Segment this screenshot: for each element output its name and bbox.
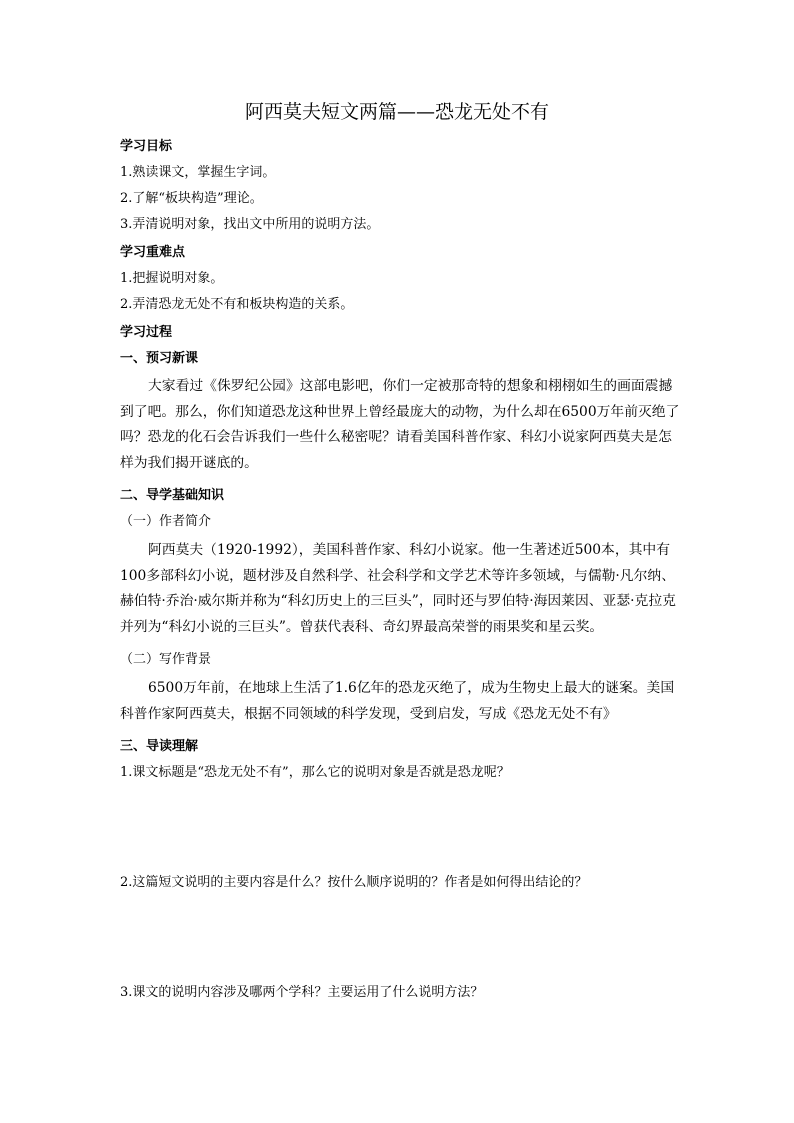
author-paragraph: 阿西莫夫（1920-1992），美国科普作家、科幻小说家。他一生著述近500本，其中有100多部科幻小说，题材涉及自然科学、社会科学和文学艺术等许多领域，与儒勒·凡尔纳、赫伯特·乔治·威尔斯并称为“科幻历史上的三巨头”，同时还与罗伯特·海因莱因、亚瑟·克拉克并列为“科幻小说的三巨头”。曾获代表科、奇幻界最高荣誉的雨果奖和星云奖。 [120,542,676,635]
background-paragraph: 6500万年前，在地球上生活了1.6亿年的恐龙灭绝了，成为生物史上最大的谜案。美国科普作家阿西莫夫，根据不同领域的科学发现，受到启发，写成《恐龙无处不有》 [120,680,675,722]
question-item: 1.课文标题是“恐龙无处不有”，那么它的说明对象是否就是恐龙呢？ [120,765,510,780]
question-item: 3.课文的说明内容涉及哪两个学科？主要运用了什么说明方法？ [120,985,484,1000]
key-points-heading: 学习重难点 [120,245,186,260]
key-point-item: 2.弄清恐龙无处不有和板块构造的关系。 [120,297,354,312]
key-point-item: 1.把握说明对象。 [120,271,224,286]
preview-heading: 一、预习新课 [120,351,199,366]
page-title: 阿西莫夫短文两篇——恐龙无处不有 [244,101,549,123]
question-item: 2.这篇短文说明的主要内容是什么？按什么顺序说明的？作者是如何得出结论的？ [120,875,588,890]
goal-item: 1.熟读课文，掌握生字词。 [120,165,276,180]
process-heading: 学习过程 [120,325,173,340]
author-heading: （一）作者简介 [120,514,212,529]
goals-heading: 学习目标 [120,139,173,154]
background-heading: （二）写作背景 [120,652,212,667]
preview-paragraph: 大家看过《侏罗纪公园》这部电影吧，你们一定被那奇特的想象和栩栩如生的画面震撼到了吧。那么，你们知道恐龙这种世界上曾经最庞大的动物，为什么却在6500万年前灭绝了吗？恐龙的化石会告诉我们一些什么秘密呢？请看美国科普作家、科幻小说家阿西莫夫是怎样为我们揭开谜底的。 [120,378,680,471]
reading-heading: 三、导读理解 [120,739,199,754]
goal-item: 2.了解“板块构造”理论。 [120,191,263,206]
basics-heading: 二、导学基础知识 [120,488,225,503]
goal-item: 3.弄清说明对象，找出文中所用的说明方法。 [120,217,380,232]
